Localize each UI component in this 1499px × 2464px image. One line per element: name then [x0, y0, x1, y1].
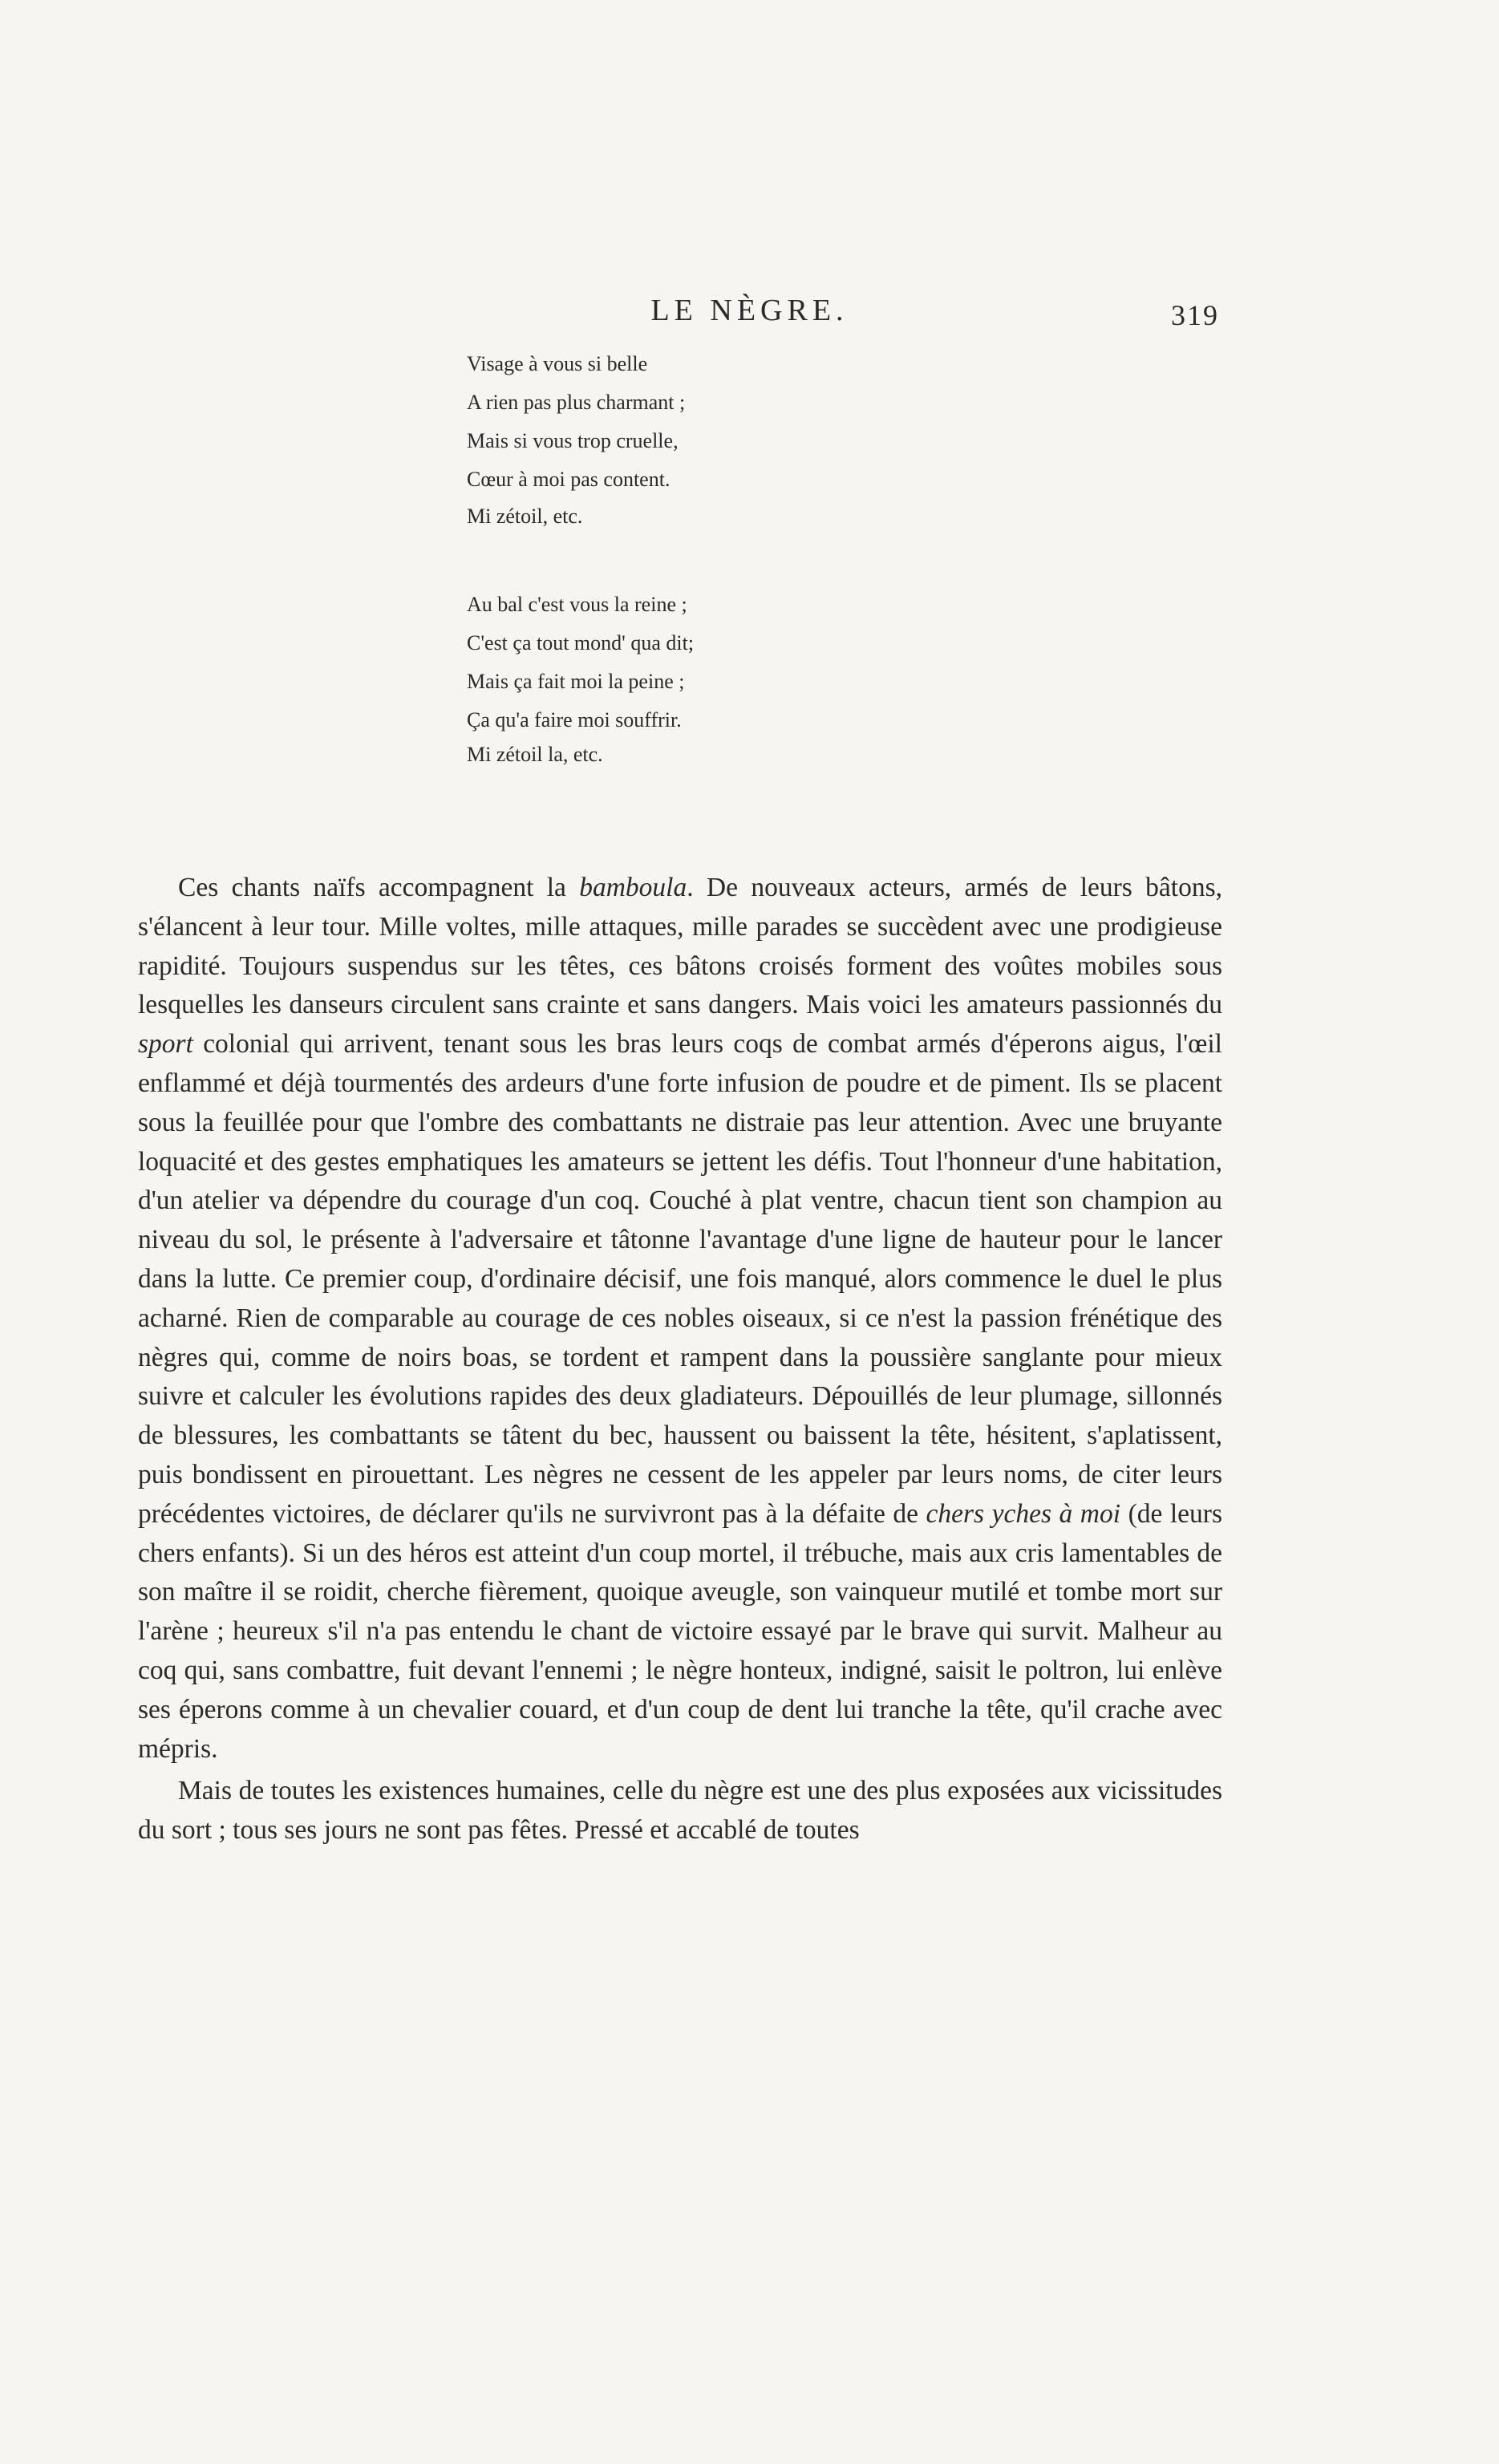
poem-line: Au bal c'est vous la reine ; — [467, 593, 687, 616]
poem-refrain-1 — [467, 497, 948, 536]
poem-refrain-line: Mi zétoil, etc. — [467, 505, 583, 528]
poem-line: Mais ça fait moi la peine ; — [467, 670, 685, 693]
poem-line: Visage à vous si belle — [467, 352, 648, 375]
paragraph-text-segment: . De nouveaux acteurs, armés de leurs bâtons, s'élancent à leur tour. Mille voltes, mille attaques, mille parades se succèdent avec une prodigieuse rapidité. Toujours suspendus sur les têtes, ces bâtons croisés forment des voûtes mobiles sous lesquelles les danseurs circulent sans crainte et sans dangers. Mais voici les amateurs passionnés du — [138, 873, 1222, 1020]
poem-refrain-2 — [467, 736, 948, 774]
running-head-title: LE NÈGRE. — [650, 294, 849, 327]
paragraph-text-segment: (de leurs chers enfants). Si un des héros est atteint d'un coup mortel, il trébuche, mais aux cris lamentables de son maître il se roidit, cherche fièrement, quoique aveugle, son vainqueur mutilé et tombe mort sur l'arène ; heureux s'il n'a pas entendu le chant de victoire essayé par le brave qui survit. Malheur au coq qui, sans combattre, fuit devant l'ennemi ; le nègre honteux, indigné, saisit le poltron, lui enlève ses éperons comme à un chevalier couard, et d'un coup de dent lui tranche la tête, qu'il crache avec mépris. — [138, 1498, 1222, 1764]
italic-phrase-creole: chers yches à moi — [926, 1498, 1121, 1529]
paragraph-text-segment: Ces chants naïfs accompagnent la — [178, 873, 580, 902]
poem-line: Cœur à moi pas content. — [467, 468, 670, 491]
page-number: 319 — [1171, 299, 1219, 331]
body-text — [138, 869, 1222, 1850]
poem-line: Mais si vous trop cruelle, — [467, 429, 679, 452]
italic-term-bamboula: bamboula — [579, 873, 687, 902]
paragraph-vicissitudes: Mais de toutes les existences humaines, celle du nègre est une des plus exposées aux vicissitudes du sort ; tous ses jours ne sont pas fêtes. Pressé et accablé de toutes — [138, 1776, 1222, 1846]
poem-stanza-1 — [467, 345, 948, 499]
poem-line: A rien pas plus charmant ; — [467, 391, 686, 414]
poem-stanza-2 — [467, 586, 948, 740]
paragraph-cockfight — [138, 869, 1222, 1769]
poem-refrain-line: Mi zétoil la, etc. — [467, 743, 603, 766]
paragraph-text-segment: colonial qui arrivent, tenant sous les bras leurs coqs de combat armés d'éperons aigus, l'œil enflammé et déjà tourmentés des ardeurs d'une forte infusion de poudre et de piment. Ils se placent sous la feuillée pour que l'ombre des combattants ne distraie pas leur attention. Avec une bruyante loquacité et des gestes emphatiques les amateurs se jettent les défis. Tout l'honneur d'une habitation, d'un atelier va dépendre du courage d'un coq. Couché à plat ventre, chacun tient son champion au niveau du sol, le présente à l'adversaire et tâtonne l'avantage d'une ligne de hauteur pour le lancer dans la lutte. Ce premier coup, d'ordinaire décisif, une fois manqué, alors commence le duel le plus acharné. Rien de comparable au courage de ces nobles oiseaux, si ce n'est la passion frénétique des nègres qui, comme de noirs boas, se tordent et rampent dans la poussière sanglante pour mieux suivre et calculer les évolutions rapides des deux gladiateurs. Dépouillés de leur plumage, sillonnés de blessures, les combattants se tâtent du bec, haussent ou baissent la tête, hésitent, s'aplatissent, puis bondissent en pirouettant. Les nègres ne cessent de les appeler par leurs noms, de citer leurs précédentes victoires, de déclarer qu'ils ne survivront pas à la défaite de — [138, 1029, 1222, 1529]
italic-term-sport: sport — [138, 1029, 193, 1060]
poem-line: Ça qu'a faire moi souffrir. — [467, 708, 682, 732]
poem-line: C'est ça tout mond' qua dit; — [467, 631, 695, 654]
